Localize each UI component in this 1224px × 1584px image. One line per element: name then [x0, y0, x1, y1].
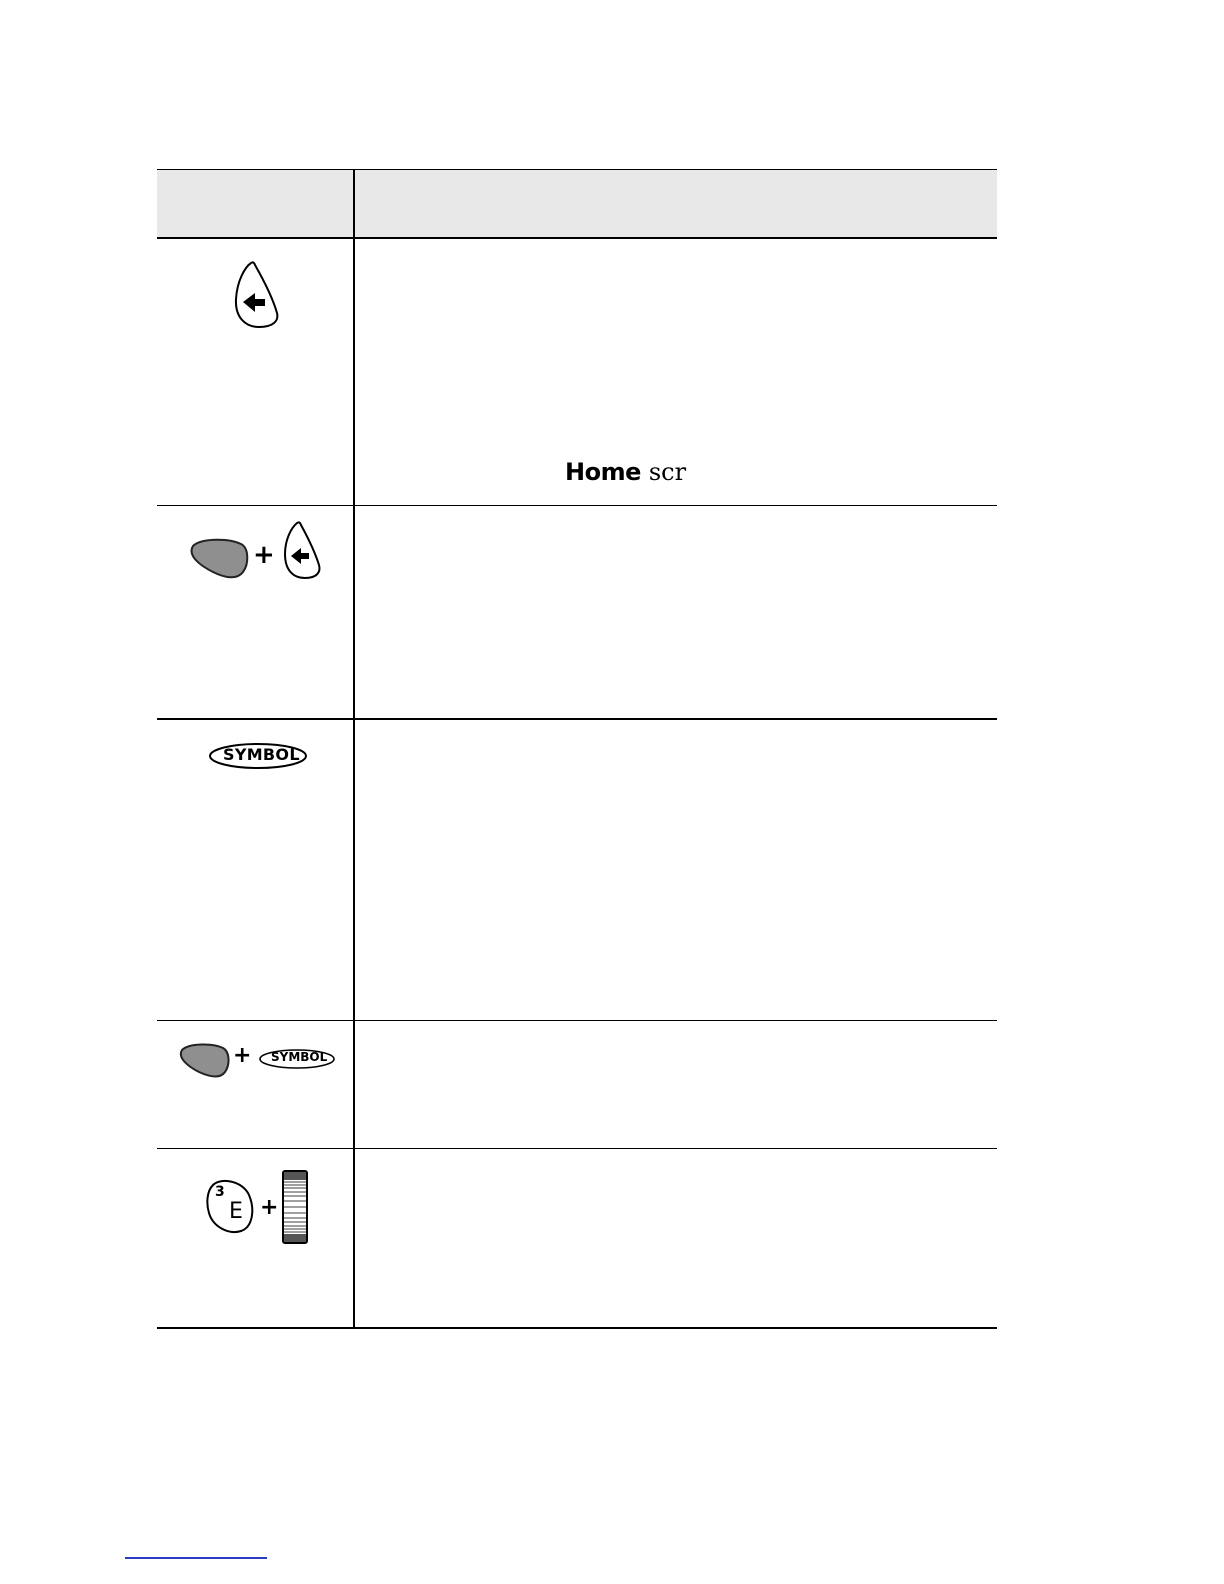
table-row [157, 1149, 353, 1327]
back-arrow-key-icon [279, 520, 329, 586]
footer-link-underline [125, 1557, 267, 1559]
e-key-superscript: 3 [215, 1184, 225, 1200]
trackwheel-icon [281, 1169, 309, 1245]
shift-key-icon [177, 1041, 231, 1081]
table-header [157, 169, 997, 238]
row-text [565, 457, 686, 486]
table-row [157, 1021, 353, 1148]
plus-sign: + [233, 1043, 252, 1068]
table-top-rule [157, 169, 997, 170]
screen-text-fragment: scr [648, 458, 687, 486]
table-row [157, 720, 353, 1020]
back-arrow-key-icon [229, 259, 289, 339]
plus-sign: + [260, 1195, 279, 1220]
shift-key-icon [187, 536, 251, 582]
table-row [157, 506, 353, 718]
symbol-key-label: SYMBOL [223, 745, 300, 764]
table-bottom-rule [157, 1327, 997, 1329]
plus-sign: + [253, 540, 275, 570]
key-shortcut-table [157, 169, 997, 1329]
home-screen-label: Home [565, 458, 641, 486]
e-key-letter: E [229, 1199, 243, 1224]
column-divider [353, 169, 355, 1329]
symbol-key-label: SYMBOL [271, 1050, 328, 1064]
table-row [157, 239, 353, 505]
